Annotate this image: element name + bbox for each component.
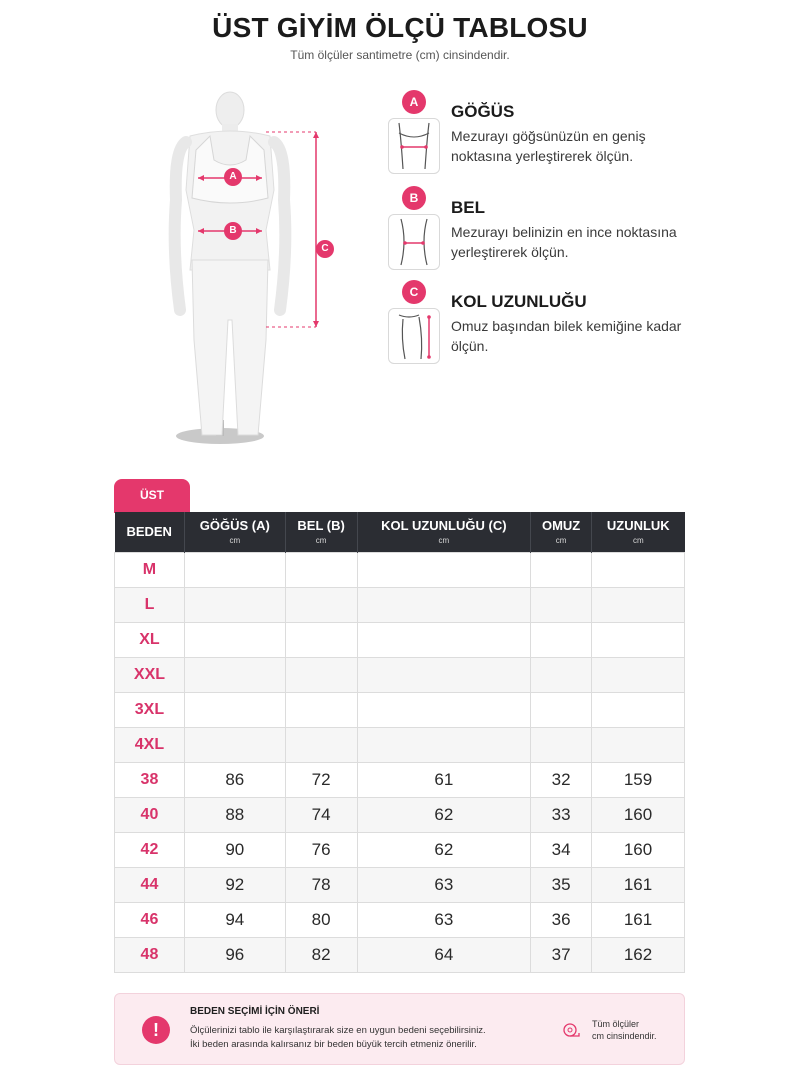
measurement-cell [357, 727, 531, 762]
measurement-cell: 34 [531, 832, 592, 867]
measurement-cell [592, 587, 685, 622]
table-header-row [115, 512, 685, 552]
measurement-cell: 33 [531, 797, 592, 832]
size-label-cell: XL [115, 622, 185, 657]
measurement-cell: 159 [592, 762, 685, 797]
guide-title-chest: GÖĞÜS [451, 102, 515, 121]
measurement-cell: 35 [531, 867, 592, 902]
measurement-cell [531, 622, 592, 657]
measurement-cell [357, 622, 531, 657]
measurement-cell [592, 727, 685, 762]
column-header-size: BEDEN [115, 512, 185, 552]
size-label-cell: M [115, 552, 185, 587]
guide-waist [388, 186, 708, 278]
measurement-cell [592, 657, 685, 692]
table-row [115, 692, 685, 727]
measurement-cell: 92 [184, 867, 285, 902]
chest-measure-icon [388, 118, 440, 174]
measurement-cell [285, 622, 357, 657]
guide-badge-b: B [402, 186, 426, 210]
measurement-cell [531, 552, 592, 587]
table-row [115, 587, 685, 622]
table-row [115, 622, 685, 657]
size-label-cell: L [115, 587, 185, 622]
guide-title-waist: BEL [451, 198, 485, 217]
column-header-waist: BEL (B) cm [285, 512, 357, 552]
measurement-cell: 61 [357, 762, 531, 797]
measurement-cell: 90 [184, 832, 285, 867]
column-header-chest: GÖĞÜS (A) cm [184, 512, 285, 552]
measurement-cell: 64 [357, 937, 531, 972]
note-units-line-2: cm cinsindendir. [592, 1031, 657, 1041]
table-row [115, 937, 685, 972]
note-units-line-1: Tüm ölçüler [592, 1019, 640, 1029]
measurement-cell: 78 [285, 867, 357, 902]
measurement-cell [531, 727, 592, 762]
measurement-cell: 74 [285, 797, 357, 832]
measurement-cell: 36 [531, 902, 592, 937]
size-label-cell: 40 [115, 797, 185, 832]
measurement-cell [184, 587, 285, 622]
measurement-cell: 76 [285, 832, 357, 867]
measurement-cell: 86 [184, 762, 285, 797]
size-label-cell: 44 [115, 867, 185, 902]
size-label-cell: XXL [115, 657, 185, 692]
guide-arm [388, 280, 708, 372]
measurement-cell: 63 [357, 902, 531, 937]
guide-badge-a: A [402, 90, 426, 114]
arm-length-icon [388, 308, 440, 364]
table-row [115, 657, 685, 692]
measurement-cell: 63 [357, 867, 531, 902]
measurement-cell [531, 692, 592, 727]
measurement-cell: 96 [184, 937, 285, 972]
measurement-cell: 37 [531, 937, 592, 972]
note-line-1: Ölçülerinizi tablo ile karşılaştırarak size en uygun bedeni seçebilirsiniz. [190, 1025, 486, 1036]
waist-measure-icon [388, 214, 440, 270]
mannequin-figure [150, 90, 350, 455]
measurement-cell [184, 622, 285, 657]
table-row [115, 902, 685, 937]
measurement-cell [285, 552, 357, 587]
measurement-cell: 80 [285, 902, 357, 937]
table-row [115, 762, 685, 797]
measurement-cell [184, 727, 285, 762]
marker-a: A [224, 168, 242, 186]
warning-icon: ! [142, 1016, 170, 1044]
table-row [115, 832, 685, 867]
measurement-cell [184, 657, 285, 692]
size-label-cell: 46 [115, 902, 185, 937]
measuring-tape-icon [561, 1020, 581, 1040]
measurement-cell [531, 587, 592, 622]
table-row [115, 727, 685, 762]
marker-b: B [224, 222, 242, 240]
measurement-cell [531, 657, 592, 692]
size-recommendation-note [114, 993, 685, 1065]
measurement-cell [184, 552, 285, 587]
note-line-2: İki beden arasında kalırsanız bir beden büyük tercih etmeniz önerilir. [190, 1039, 477, 1050]
size-label-cell: 48 [115, 937, 185, 972]
note-text [190, 1024, 520, 1052]
page-title: ÜST GİYİM ÖLÇÜ TABLOSU [212, 12, 588, 43]
measurement-cell [592, 692, 685, 727]
measurement-cell: 88 [184, 797, 285, 832]
size-table [114, 512, 685, 973]
measurement-cell: 82 [285, 937, 357, 972]
size-label-cell: 38 [115, 762, 185, 797]
measurement-cell [285, 692, 357, 727]
measurement-cell [285, 587, 357, 622]
note-title: BEDEN SEÇİMİ İÇİN ÖNERİ [190, 1006, 320, 1017]
measurement-cell [357, 657, 531, 692]
measurement-cell: 160 [592, 832, 685, 867]
measurement-cell [357, 692, 531, 727]
column-header-shoulder: OMUZ cm [531, 512, 592, 552]
measurement-cell: 62 [357, 832, 531, 867]
measurement-cell: 161 [592, 867, 685, 902]
note-units [592, 1018, 677, 1042]
measurement-cell: 94 [184, 902, 285, 937]
measurement-cell [285, 727, 357, 762]
size-label-cell: 3XL [115, 692, 185, 727]
table-row [115, 867, 685, 902]
guide-text-arm: Omuz başından bilek kemiğine kadar ölçün. [451, 318, 682, 354]
table-row [115, 797, 685, 832]
measurement-cell [285, 657, 357, 692]
measurement-cell [592, 552, 685, 587]
size-label-cell: 42 [115, 832, 185, 867]
measurement-cell [184, 692, 285, 727]
column-header-length: UZUNLUK cm [592, 512, 685, 552]
guide-text-chest: Mezurayı göğsünüzün en geniş noktasına yerleştirerek ölçün. [451, 128, 646, 164]
guide-chest [388, 90, 708, 182]
measurement-cell: 160 [592, 797, 685, 832]
measurement-cell: 72 [285, 762, 357, 797]
mannequin-illustration [150, 90, 350, 455]
guide-badge-c: C [402, 280, 426, 304]
measurement-cell [357, 587, 531, 622]
column-header-arm-length: KOL UZUNLUĞU (C) cm [357, 512, 531, 552]
table-row [115, 552, 685, 587]
size-label-cell: 4XL [115, 727, 185, 762]
guide-text-waist: Mezurayı belinizin en ince noktasına yerleştirerek ölçün. [451, 224, 677, 260]
measurement-cell: 161 [592, 902, 685, 937]
measurement-cell [357, 552, 531, 587]
guide-title-arm: KOL UZUNLUĞU [451, 292, 587, 311]
measurement-cell: 162 [592, 937, 685, 972]
page-subtitle: Tüm ölçüler santimetre (cm) cinsindendir. [290, 48, 510, 62]
tab-ust[interactable]: ÜST [114, 479, 190, 513]
measurement-cell: 62 [357, 797, 531, 832]
measurement-cell [592, 622, 685, 657]
marker-c: C [316, 240, 334, 258]
measurement-cell: 32 [531, 762, 592, 797]
